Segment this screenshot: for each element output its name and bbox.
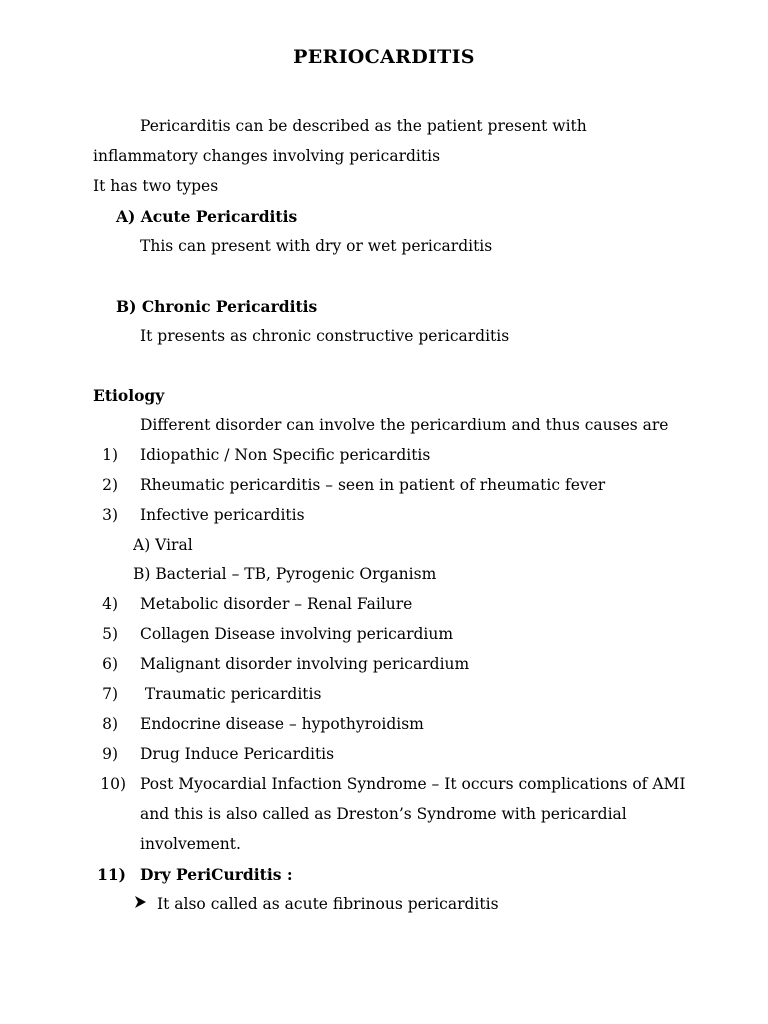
etiology-item-text: Malignant disorder involving pericardium <box>140 655 470 673</box>
etiology-item-text: Endocrine disease – hypothyroidism <box>140 715 424 733</box>
etiology-item-number: 8) <box>102 715 118 733</box>
etiology-item-number: 3) <box>102 506 118 524</box>
etiology-item-continuation: and this is also called as Dreston’s Syndrome with pericardial <box>140 805 627 823</box>
etiology-item-continuation: involvement. <box>140 835 241 853</box>
type-b-heading: B) Chronic Pericarditis <box>116 297 318 316</box>
etiology-item-text: Drug Induce Pericarditis <box>140 745 335 763</box>
etiology-item-number: 9) <box>102 745 118 763</box>
type-b-description: It presents as chronic constructive pericarditis <box>140 327 510 345</box>
etiology-item-text: Post Myocardial Infaction Syndrome – It occurs complications of AMI <box>140 775 686 793</box>
arrow-bullet-icon <box>134 895 147 913</box>
etiology-item-text: Collagen Disease involving pericardium <box>140 625 454 643</box>
etiology-heading: Etiology <box>93 386 165 405</box>
arrow-bullet-icon-svg <box>134 895 147 909</box>
etiology-item-text: Dry PeriCurditis : <box>140 865 293 884</box>
etiology-item-text: Traumatic pericarditis <box>140 685 322 703</box>
document-title: PERIOCARDITIS <box>293 46 475 68</box>
etiology-item-number: 2) <box>102 476 118 494</box>
etiology-item-text: Metabolic disorder – Renal Failure <box>140 595 413 613</box>
infective-subitem-viral: A) Viral <box>133 536 193 554</box>
etiology-intro: Different disorder can involve the pericardium and thus causes are <box>140 416 669 434</box>
etiology-item-text: Infective pericarditis <box>140 506 305 524</box>
intro-line-3: It has two types <box>93 177 219 195</box>
intro-line-2: inflammatory changes involving pericarditis <box>93 147 441 165</box>
type-a-heading: A) Acute Pericarditis <box>116 207 298 226</box>
etiology-item-number: 7) <box>102 685 118 703</box>
intro-line-1: Pericarditis can be described as the patient present with <box>140 117 587 135</box>
type-a-description: This can present with dry or wet pericarditis <box>140 237 493 255</box>
etiology-item-number: 5) <box>102 625 118 643</box>
etiology-item-number: 6) <box>102 655 118 673</box>
etiology-item-number: 10) <box>100 775 126 793</box>
etiology-item-text: Idiopathic / Non Specific pericarditis <box>140 446 431 464</box>
etiology-item-number: 4) <box>102 595 118 613</box>
etiology-item-number: 1) <box>102 446 118 464</box>
etiology-item-number: 11) <box>97 865 126 884</box>
bullet-text: It also called as acute fibrinous pericarditis <box>157 895 499 913</box>
infective-subitem-bacterial: B) Bacterial – TB, Pyrogenic Organism <box>133 565 437 583</box>
etiology-item-text: Rheumatic pericarditis – seen in patient of rheumatic fever <box>140 476 606 494</box>
